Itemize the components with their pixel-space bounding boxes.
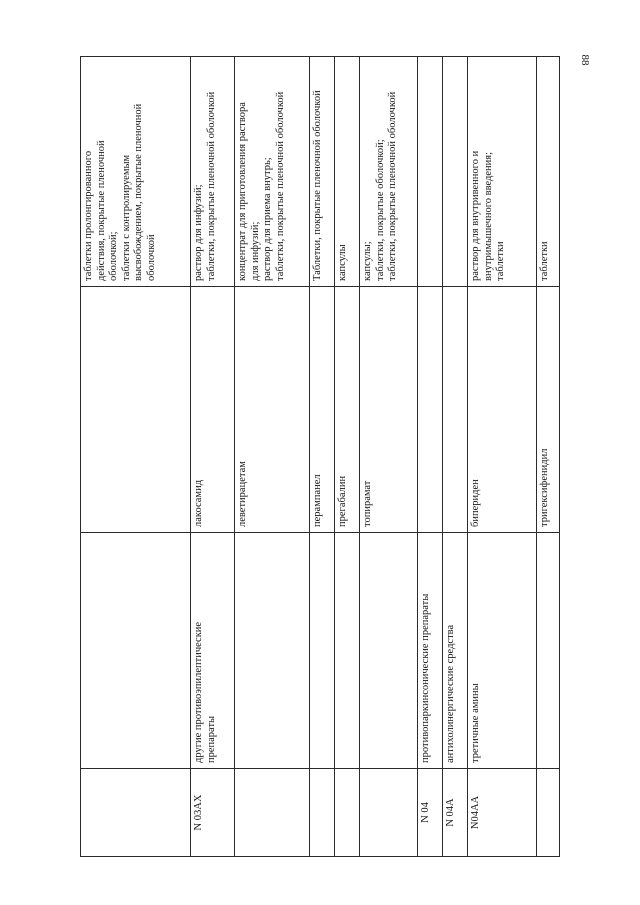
dosage-form-cell: Таблетки, покрытые пленочной оболочкой (310, 57, 335, 287)
dosage-form-cell (418, 57, 443, 287)
group-cell (360, 533, 418, 769)
atc-code-cell (81, 769, 191, 857)
drug-name-cell (81, 287, 191, 533)
group-cell: противопаркинсонические препараты (418, 533, 443, 769)
drug-name-cell: тригексифенидил (537, 287, 560, 533)
table-row (310, 57, 335, 857)
dosage-form-cell: раствор для инфузий; таблетки, покрытые пленочной оболочкой (191, 57, 235, 287)
drug-name-cell: прегабалин (335, 287, 360, 533)
table-row (191, 57, 235, 857)
atc-code-cell (335, 769, 360, 857)
dosage-form-cell: раствор для внутривенного и внутримышечного введения; таблетки (468, 57, 537, 287)
table-row (418, 57, 443, 857)
atc-code-cell (310, 769, 335, 857)
group-cell (310, 533, 335, 769)
atc-code-cell (537, 769, 560, 857)
group-cell (537, 533, 560, 769)
drug-table-rotated (80, 57, 560, 857)
dosage-form-cell: капсулы (335, 57, 360, 287)
atc-code-cell (360, 769, 418, 857)
drug-name-cell: лакосамид (191, 287, 235, 533)
group-cell (335, 533, 360, 769)
group-cell: антихолинергические средства (443, 533, 468, 769)
table-row (468, 57, 537, 857)
dosage-form-cell (443, 57, 468, 287)
table-row (537, 57, 560, 857)
table-row (81, 57, 191, 857)
group-cell (81, 533, 191, 769)
atc-code-cell: N 04A (443, 769, 468, 857)
atc-code-cell: N 04 (418, 769, 443, 857)
drug-name-cell: леветирацетам (235, 287, 310, 533)
page-number: 88 (579, 54, 591, 66)
atc-code-cell: N04AA (468, 769, 537, 857)
drug-name-cell (443, 287, 468, 533)
drug-name-cell: топирамат (360, 287, 418, 533)
dosage-form-cell: таблетки пролонгированного действия, покрытые пленочной оболочкой; таблетки с контролируемым высвобождением, покрытые пленочной оболочкой (81, 57, 191, 287)
dosage-form-cell: таблетки (537, 57, 560, 287)
dosage-form-cell: капсулы; таблетки, покрытые оболочкой; таблетки, покрытые пленочной оболочкой (360, 57, 418, 287)
atc-code-cell (235, 769, 310, 857)
group-cell (235, 533, 310, 769)
atc-code-cell: N 03AX (191, 769, 235, 857)
drug-table (80, 56, 560, 857)
group-cell: третичные амины (468, 533, 537, 769)
drug-name-cell: перампанел (310, 287, 335, 533)
table-row (360, 57, 418, 857)
drug-name-cell: бипериден (468, 287, 537, 533)
dosage-form-cell: концентрат для приготовления раствора для инфузий; раствор для приема внутрь; таблетки, покрытые пленочной оболочкой (235, 57, 310, 287)
table-row (235, 57, 310, 857)
table-row (335, 57, 360, 857)
table-row (443, 57, 468, 857)
drug-name-cell (418, 287, 443, 533)
group-cell: другие противоэпилептические препараты (191, 533, 235, 769)
